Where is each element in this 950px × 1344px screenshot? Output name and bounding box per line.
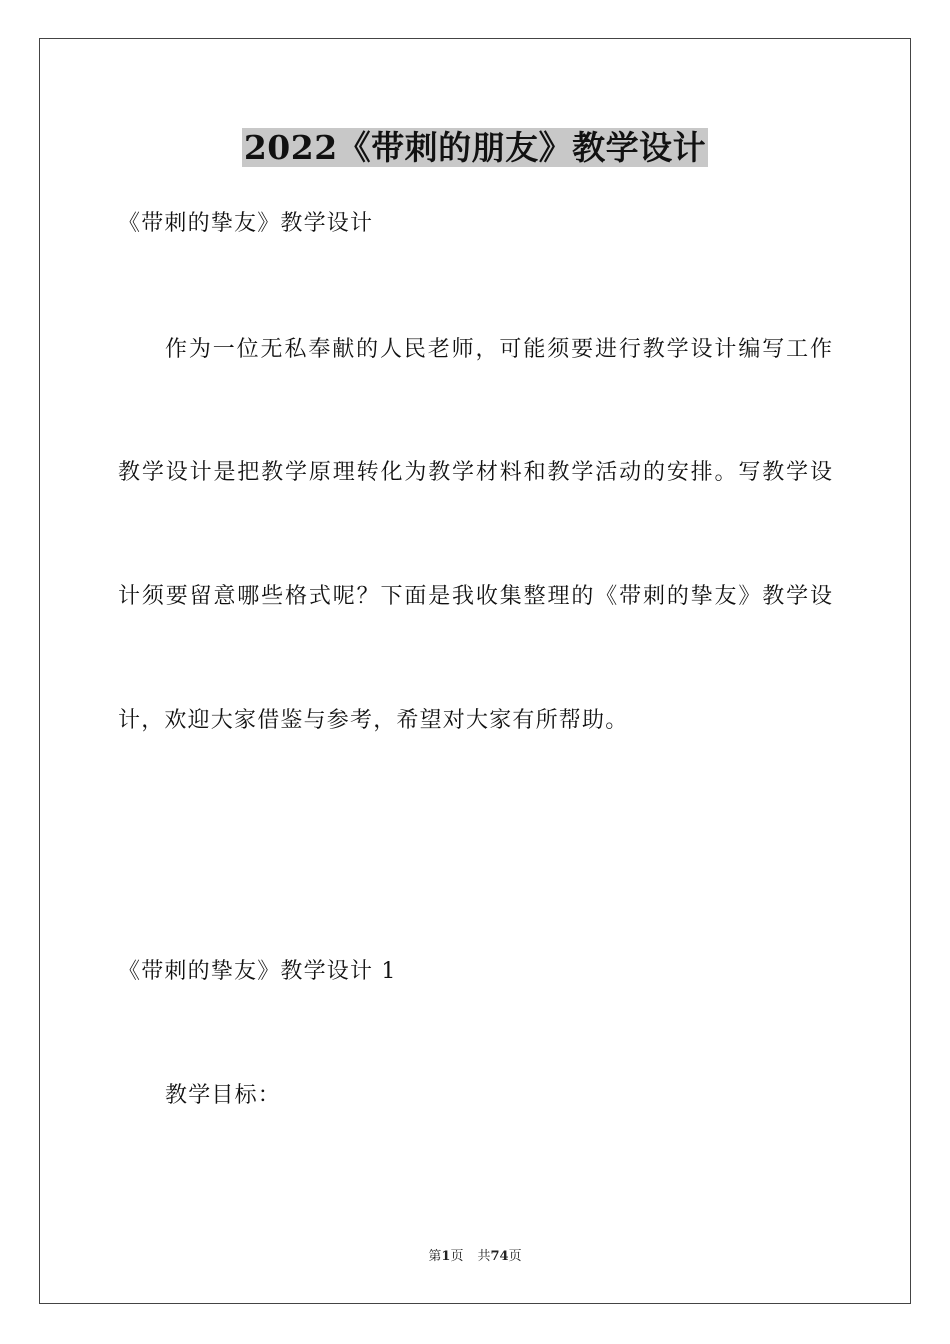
intro-line-2: 教学设计是把教学原理转化为教学材料和教学活动的安排。写教学设 [118, 460, 832, 485]
document-subtitle: 《带刺的挚友》教学设计 [118, 211, 374, 236]
intro-line-3: 计须要留意哪些格式呢？下面是我收集整理的《带刺的挚友》教学设 [118, 584, 832, 609]
document-title [0, 126, 950, 170]
intro-line-1: 作为一位无私奉献的人民老师，可能须要进行教学设计编写工作 [165, 337, 832, 362]
page-footer [0, 1248, 950, 1266]
footer-page-prefix: 第 [428, 1249, 442, 1264]
footer-total-prefix: 共 [477, 1249, 491, 1264]
footer-page-number: 1 [441, 1249, 451, 1264]
intro-line-4: 计，欢迎大家借鉴与参考，希望对大家有所帮助。 [118, 708, 629, 733]
footer-total-pages: 74 [490, 1249, 509, 1264]
objective-label: 教学目标： [165, 1083, 282, 1108]
document-title-text: 2022《带刺的朋友》教学设计 [243, 128, 707, 167]
section-heading: 《带刺的挚友》教学设计 1 [118, 959, 397, 984]
footer-total-suffix: 页 [508, 1249, 522, 1264]
footer-page-suffix: 页 [450, 1249, 464, 1264]
